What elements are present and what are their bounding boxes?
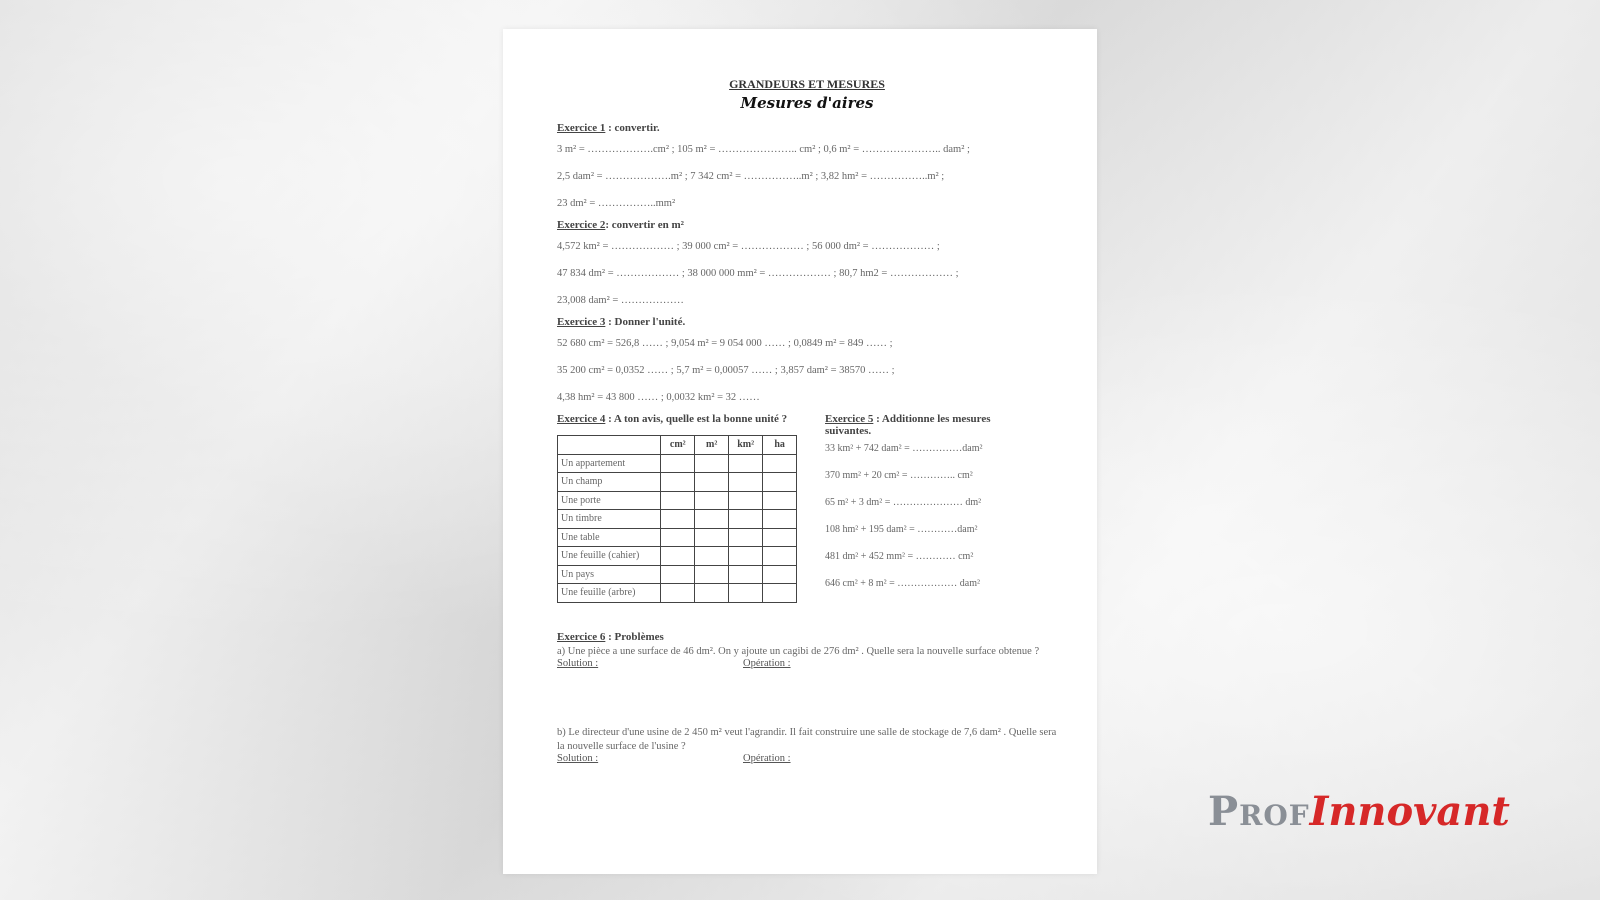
exercise-6-instruction: : Problèmes (605, 631, 664, 643)
answer-cell[interactable] (763, 547, 797, 566)
answer-cell[interactable] (695, 584, 729, 603)
answer-cell[interactable] (763, 510, 797, 529)
column-header: ha (763, 436, 797, 455)
answer-cell[interactable] (729, 473, 763, 492)
table-header-row (558, 436, 797, 455)
exercise-6-label: Exercice 6 (557, 631, 606, 643)
exercises-4-5 (557, 413, 1057, 623)
answer-cell[interactable] (763, 565, 797, 584)
operation-label: Opération : (743, 658, 791, 669)
exercise-5-line: 481 dm² + 452 mm² = ………… cm² (825, 551, 974, 562)
table-row (558, 547, 797, 566)
exercise-3-line: 52 680 cm² = 526,8 …… ; 9,054 m² = 9 054 000 …… ; 0,0849 m² = 849 …… ; (557, 338, 893, 349)
exercise-5-line: 646 cm² + 8 m² = ……………… dam² (825, 578, 980, 589)
table-row (558, 473, 797, 492)
answer-cell[interactable] (729, 528, 763, 547)
row-label: Un timbre (558, 510, 661, 529)
answer-cell[interactable] (661, 510, 695, 529)
answer-cell[interactable] (729, 565, 763, 584)
exercise-5-line: 33 km² + 742 dam² = ……………dam² (825, 443, 983, 454)
exercise-1-line: 23 dm² = ……………..mm² (557, 198, 676, 209)
exercise-6-heading (557, 631, 1057, 645)
answer-cell[interactable] (661, 547, 695, 566)
table-row (558, 584, 797, 603)
exercise-1-line: 2,5 dam² = ……………….m² ; 7 342 cm² = ……………..m² ; 3,82 hm² = ……………..m² ; (557, 171, 945, 182)
column-header: m² (695, 436, 729, 455)
exercise-1-line: 3 m² = ……………….cm² ; 105 m² = ………………….. cm² ; 0,6 m² = ………………….. dam² ; (557, 144, 970, 155)
problem-a: a) Une pièce a une surface de 46 dm². On y ajoute un cagibi de 276 dm² . Quelle sera la nouvelle surface obtenue ? (557, 645, 1040, 657)
answer-cell[interactable] (763, 528, 797, 547)
brand-logo-part2: Innovant (1309, 788, 1510, 835)
answer-cell[interactable] (763, 454, 797, 473)
row-label: Un pays (558, 565, 661, 584)
exercise-3-heading (557, 316, 1057, 328)
answer-cell[interactable] (695, 473, 729, 492)
column-header: km² (729, 436, 763, 455)
row-label: Une feuille (arbre) (558, 584, 661, 603)
answer-cell[interactable] (661, 584, 695, 603)
answer-cell[interactable] (661, 491, 695, 510)
exercise-1-heading (557, 122, 1057, 134)
solution-row-a (557, 658, 1057, 674)
exercise-4-instruction: : A ton avis, quelle est la bonne unité ? (605, 413, 788, 425)
row-label: Une feuille (cahier) (558, 547, 661, 566)
answer-cell[interactable] (729, 584, 763, 603)
column-header: cm² (661, 436, 695, 455)
table-row (558, 491, 797, 510)
row-label: Une table (558, 528, 661, 547)
problem-b: b) Le directeur d'une usine de 2 450 m² veut l'agrandir. Il fait construire une salle de stockage de 7,6 dam² . Quelle sera la nouvelle surface de l'usine ? (557, 727, 1057, 752)
worksheet-page (503, 29, 1097, 874)
solution-label: Solution : (557, 658, 599, 669)
exercise-5-instruction: : Additionne les mesures suivantes. (825, 413, 991, 437)
table-row (558, 510, 797, 529)
brand-logo (1208, 788, 1510, 835)
worksheet-content (557, 77, 1057, 769)
exercise-3-instruction: : Donner l'unité. (605, 316, 686, 328)
exercise-2-line: 47 834 dm² = ……………… ; 38 000 000 mm² = ……………… ; 80,7 hm2 = ……………… ; (557, 268, 959, 279)
exercise-4-heading (557, 413, 827, 425)
answer-cell[interactable] (661, 565, 695, 584)
answer-cell[interactable] (729, 454, 763, 473)
exercise-1-instruction: : convertir. (605, 122, 660, 134)
exercise-5-line: 65 m² + 3 dm² = ………………… dm² (825, 497, 982, 508)
answer-cell[interactable] (763, 491, 797, 510)
answer-space (557, 674, 1057, 726)
page-subtitle: Mesures d'aires (740, 94, 874, 112)
exercise-1-label: Exercice 1 (557, 122, 606, 134)
exercise-4-label: Exercice 4 (557, 413, 606, 425)
answer-cell[interactable] (763, 473, 797, 492)
answer-cell[interactable] (729, 547, 763, 566)
answer-cell[interactable] (695, 454, 729, 473)
exercise-2-line: 4,572 km² = ……………… ; 39 000 cm² = ……………… ; 56 000 dm² = ……………… ; (557, 241, 940, 252)
page-title: GRANDEURS ET MESURES (729, 77, 885, 91)
exercise-3-line: 35 200 cm² = 0,0352 …… ; 5,7 m² = 0,00057 …… ; 3,857 dam² = 38570 …… ; (557, 365, 895, 376)
answer-cell[interactable] (661, 473, 695, 492)
exercise-3-label: Exercice 3 (557, 316, 606, 328)
exercise-5 (825, 413, 1035, 605)
brand-logo-part1: Prof (1208, 788, 1310, 835)
exercise-5-heading (825, 413, 1035, 437)
row-label: Un champ (558, 473, 661, 492)
exercise-5-label: Exercice 5 (825, 413, 874, 425)
solution-label: Solution : (557, 753, 599, 764)
exercise-2-line: 23,008 dam² = ……………… (557, 295, 684, 306)
units-table (557, 435, 797, 603)
answer-cell[interactable] (729, 491, 763, 510)
answer-cell[interactable] (695, 491, 729, 510)
answer-cell[interactable] (661, 528, 695, 547)
table-row (558, 528, 797, 547)
answer-cell[interactable] (695, 547, 729, 566)
answer-cell[interactable] (695, 565, 729, 584)
solution-row-b (557, 753, 1057, 769)
answer-cell[interactable] (695, 528, 729, 547)
answer-cell[interactable] (695, 510, 729, 529)
answer-cell[interactable] (763, 584, 797, 603)
exercise-2-instruction: : convertir en m² (605, 219, 684, 231)
exercise-5-line: 370 mm² + 20 cm² = ………….. cm² (825, 470, 973, 481)
table-corner-cell (558, 436, 661, 455)
exercise-2-label: Exercice 2 (557, 219, 606, 231)
answer-cell[interactable] (729, 510, 763, 529)
table-row (558, 565, 797, 584)
exercise-2-heading (557, 219, 1057, 231)
exercise-3-line: 4,38 hm² = 43 800 …… ; 0,0032 km² = 32 …… (557, 392, 760, 403)
table-row (558, 454, 797, 473)
exercise-5-line: 108 hm² + 195 dam² = …………dam² (825, 524, 978, 535)
operation-label: Opération : (743, 753, 791, 764)
exercise-6 (557, 631, 1057, 769)
row-label: Un appartement (558, 454, 661, 473)
exercise-4 (557, 413, 827, 603)
answer-cell[interactable] (661, 454, 695, 473)
row-label: Une porte (558, 491, 661, 510)
